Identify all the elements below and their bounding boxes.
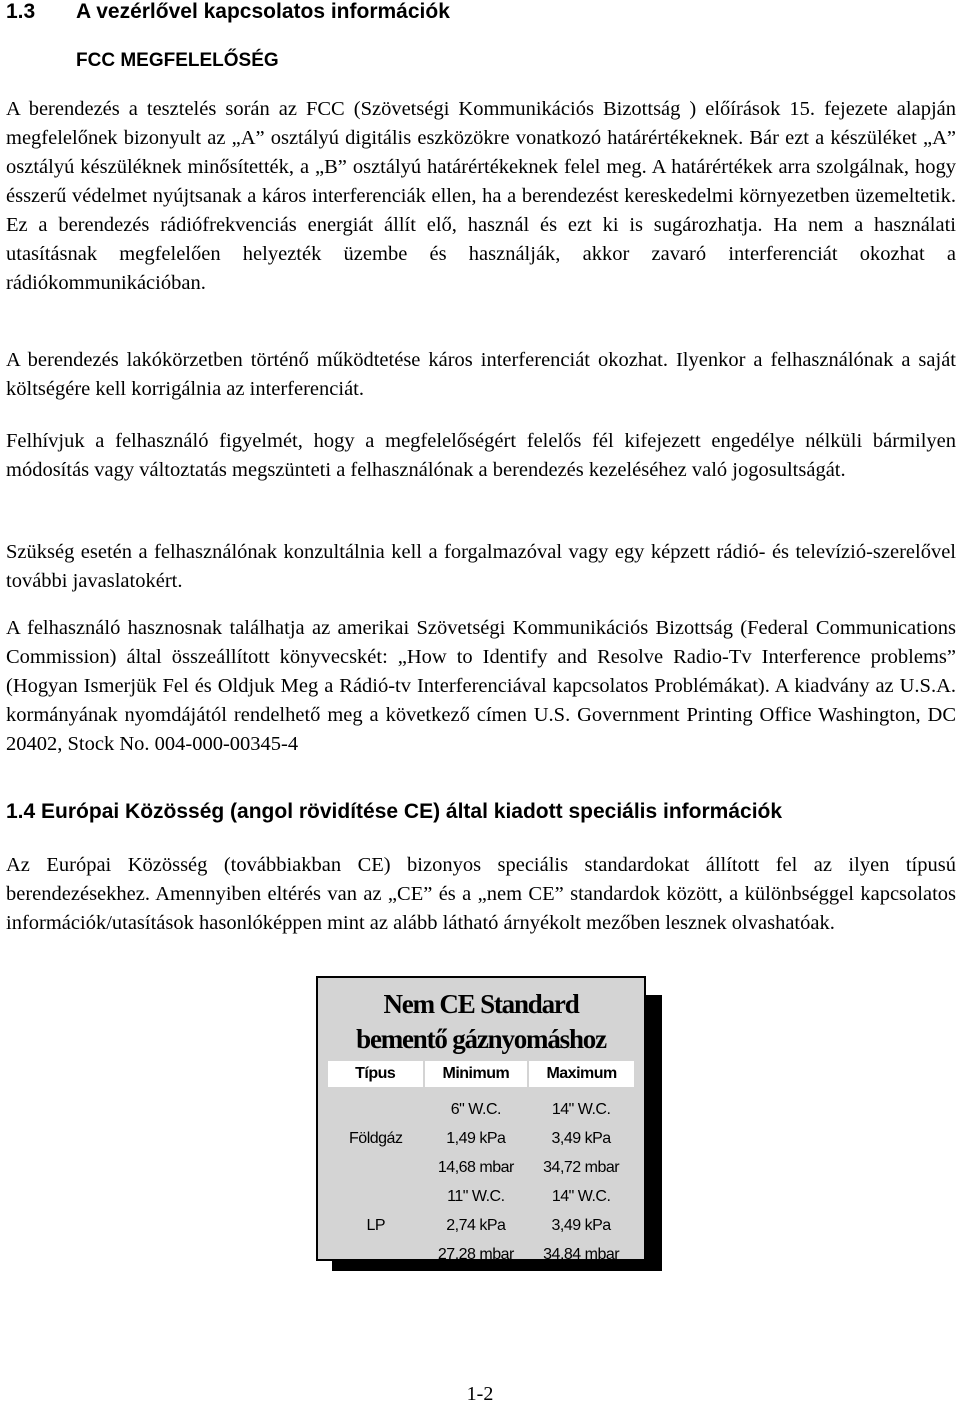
gas-pressure-table — [328, 1061, 634, 1269]
table-row — [328, 1182, 634, 1211]
header-minimum: Minimum — [424, 1061, 529, 1087]
fcc-paragraph-2: A berendezés lakókörzetben történő működtetése káros interferenciát okozhat. Ilyenkor a felhasználónak a saját költségére kell korrigálnia az interferenciát. — [6, 349, 956, 400]
cell-min: 6" W.C. — [450, 1100, 501, 1118]
cell-min: 1,49 kPa — [446, 1129, 506, 1147]
cell-max: 34,72 mbar — [543, 1158, 620, 1176]
header-type: Típus — [328, 1061, 424, 1087]
fcc-paragraph-4: Szükség esetén a felhasználónak konzultálnia kell a forgalmazóval vagy egy képzett rádió- és televízió-szerelővel további javaslatokért. — [6, 541, 956, 592]
cell-type: Földgáz — [349, 1129, 403, 1147]
gas-box-title-line-1: Nem CE Standard — [383, 989, 579, 1019]
section-title: A vezérlővel kapcsolatos információk — [76, 0, 450, 23]
table-row — [328, 1240, 634, 1269]
fcc-subheading: FCC MEGFELELŐSÉG — [76, 50, 279, 71]
cell-min: 14,68 mbar — [437, 1158, 514, 1176]
section-1-4-heading: 1.4 Európai Közösség (angol rövidítése CE) által kiadott speciális információk — [6, 800, 783, 823]
fcc-paragraph-5: A felhasználó hasznosnak találhatja az amerikai Szövetségi Kommunikációs Bizottság (Federal Communications Commission) által összeállított könyvecskét: „How to Identify and Resolve Radio-Tv Interference problems” (Hogyan Ismerjük Fel és Oldjuk Meg a Rádió-tv Interferenciával kapcsolatos Problémákat). A kiadvány az U.S.A. kormányának nyomdájától rendelhető meg a következő címen U.S. Government Printing Office Washington, DC 20402, Stock No. 004-000-00345-4 — [6, 617, 956, 755]
cell-max: 14" W.C. — [551, 1187, 611, 1205]
page-number: 1-2 — [466, 1383, 494, 1405]
cell-min: 27,28 mbar — [437, 1245, 514, 1263]
cell-max: 3,49 kPa — [551, 1216, 611, 1234]
cell-min: 11" W.C. — [447, 1187, 505, 1205]
cell-min: 2,74 kPa — [446, 1216, 506, 1234]
table-row — [328, 1124, 634, 1153]
header-maximum: Maximum — [528, 1061, 634, 1087]
fcc-paragraph-1: A berendezés a tesztelés során az FCC (Szövetségi Kommunikációs Bizottság ) előírások 15. fejezete alapján megfelelőnek bizonyult az „A” osztályú digitális eszközökre vonatkozó határértékeknek. Bár ezt a készüléket „A” osztályú készüléknek minősítették, a „B” osztályú határértékeknek felel meg. A határértékek arra szolgálnak, hogy ésszerű védelmet nyújtsanak a káros interferenciák ellen, ha a berendezést kereskedelmi környezetben üzemeltetik. Ez a berendezés rádiófrekvenciás energiát állít elő, használ és ezt ki is sugározhatja. Ha nem a használati utasításnak megfelelően helyezték üzembe és használják, akkor zavaró interferenciát okozhat a rádiókommunikációban. — [6, 98, 956, 294]
gas-pressure-box — [316, 976, 646, 1261]
cell-max: 3,49 kPa — [551, 1129, 611, 1147]
table-row — [328, 1211, 634, 1240]
cell-max: 34,84 mbar — [543, 1245, 620, 1263]
table-row — [328, 1153, 634, 1182]
fcc-paragraph-3: Felhívjuk a felhasználó figyelmét, hogy a megfelelőségért felelős fél kifejezett engedélye nélküli bármilyen módosítás vagy változtatás megszünteti a felhasználónak a berendezés kezeléséhez való jogosultságát. — [6, 430, 956, 481]
cell-type: LP — [366, 1216, 386, 1234]
ce-paragraph: Az Európai Közösség (továbbiakban CE) bizonyos speciális standardokat állított fel az ilyen típusú berendezésekhez. Amennyiben eltérés van az „CE” és a „nem CE” standardok között, a különbséggel kapcsolatos információk/utasítások hasonlóképpen mint az alább látható árnyékolt mezőben lesznek olvashatóak. — [6, 854, 956, 934]
section-1-3-heading — [6, 0, 450, 24]
cell-max: 14" W.C. — [551, 1100, 611, 1118]
table-header-row — [328, 1061, 634, 1087]
gas-box-title-line-2: bementő gáznyomáshoz — [356, 1024, 606, 1054]
section-number: 1.3 — [6, 0, 36, 23]
table-row — [328, 1095, 634, 1124]
